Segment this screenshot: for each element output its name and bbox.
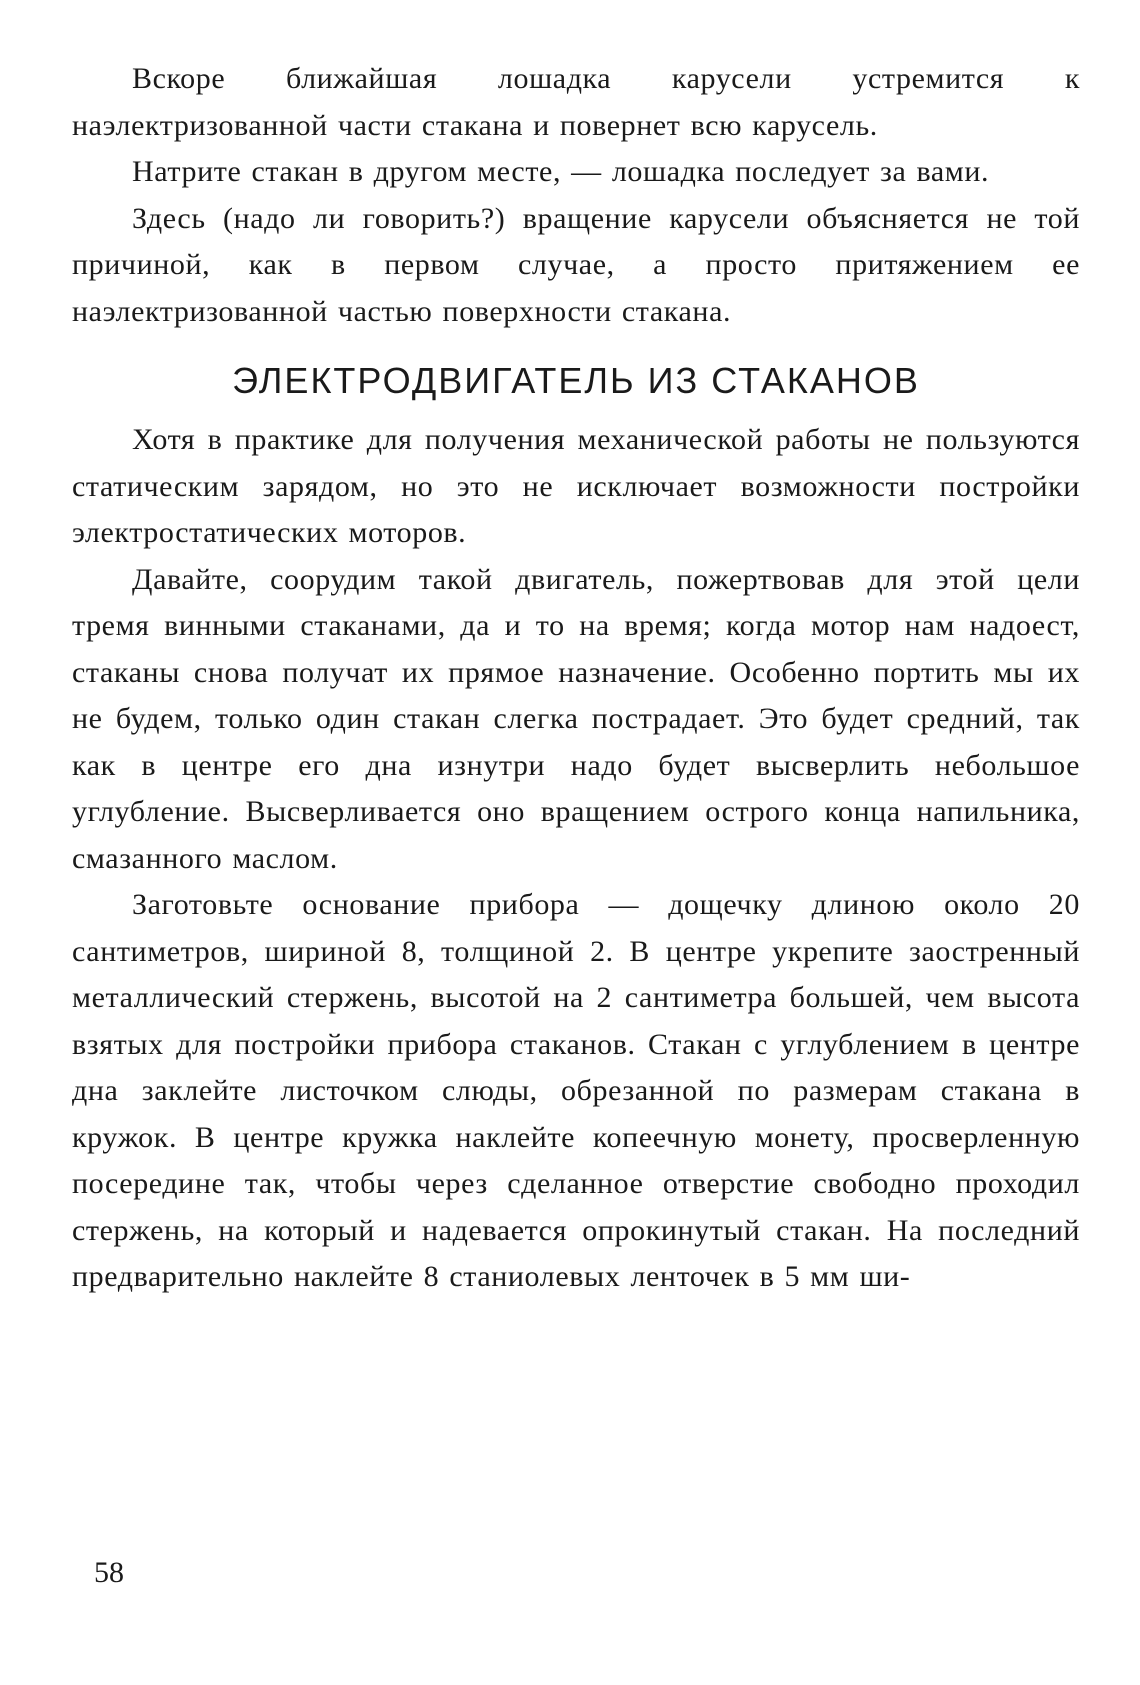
paragraph-build-motor: Давайте, соорудим такой двигатель, пожертвовав для этой цели тремя винными стаканами, да и то на время; когда мотор нам надоест, стаканы снова получат их прямое назначение. Особенно портить мы их не будем, только один стакан слегка пострадает. Это будет средний, так как в центре его дна изнутри надо будет высверлить небольшое углубление. Высверливается оно вращением острого конца напильника, смазанного маслом. — [72, 562, 1080, 875]
book-page — [72, 56, 1080, 1301]
paragraph-static-motors: Хотя в практике для получения механической работы не пользуются статическим зарядом, но это не исключает возможности постройки электростатических моторов. — [72, 423, 1080, 549]
page-number: 58 — [94, 1556, 124, 1589]
paragraph-carousel-horse: Вскоре ближайшая лошадка карусели устремится к наэлектризованной части стакана и повернет всю карусель. — [72, 62, 1080, 142]
section-heading: ЭЛЕКТРОДВИГАТЕЛЬ ИЗ СТАКАНОВ — [232, 360, 920, 401]
paragraph-rub-glass: Натрите стакан в другом месте, — лошадка последует за вами. — [132, 155, 990, 188]
paragraph-rotation-explained: Здесь (надо ли говорить?) вращение карусели объясняется не той причиной, как в первом случае, а просто притяжением ее наэлектризованной частью поверхности стакана. — [72, 201, 1080, 328]
paragraph-device-base: Заготовьте основание прибора — дощечку длиною около 20 сантиметров, шириной 8, толщиной 2. В центре укрепите заостренный металлический стержень, высотой на 2 сантиметра большей, чем высота взятых для постройки прибора стаканов. Стакан с углублением в центре дна заклейте листочком слюды, обрезанной по размерам стакана в кружок. В центре кружка наклейте копеечную монету, просверленную посередине так, чтобы через сделанное отверстие свободно проходил стержень, на который и надевается опрокинутый стакан. На последний предварительно наклейте 8 станиолевых ленточек в 5 мм ши- — [72, 888, 1080, 1293]
